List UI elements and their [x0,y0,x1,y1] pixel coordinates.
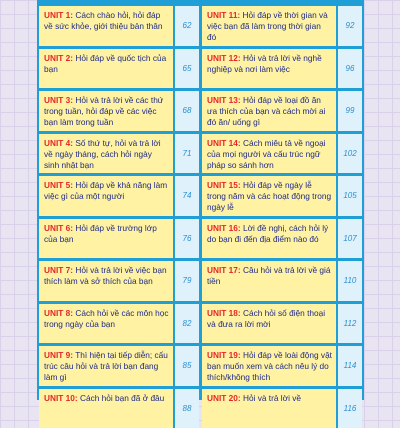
page-number: 99 [336,91,362,131]
table-of-contents [37,0,364,400]
unit-number: UNIT 10: [44,393,78,403]
unit-number: UNIT 15: [207,180,241,190]
unit-description: Cách miêu tả về ngoại của mọi người và cấu trúc ngữ pháp so sánh hơn [207,138,326,170]
unit-description: Hỏi và trả lời về các thứ trong tuần, hỏi đáp về các việc bạn làm trong tuần [44,95,163,127]
unit-title-cell [39,91,173,131]
toc-row [39,261,199,301]
toc-row [202,304,362,344]
unit-number: UNIT 13: [207,95,241,105]
unit-number: UNIT 19: [207,350,241,360]
unit-number: UNIT 18: [207,308,241,318]
unit-number: UNIT 9: [44,350,73,360]
unit-number: UNIT 14: [207,138,241,148]
page-number: 65 [173,49,199,89]
unit-title-cell [202,219,336,259]
unit-title-cell [39,219,173,259]
page-number: 110 [336,261,362,301]
unit-title-cell [202,304,336,344]
page-number: 114 [336,346,362,386]
page-number: 88 [173,389,199,428]
page-number: 82 [173,304,199,344]
toc-row [202,261,362,301]
unit-description: Cách chào hỏi, hỏi đáp về sức khỏe, giới thiệu bản thân [44,10,162,31]
toc-row [39,389,199,428]
toc-row [39,134,199,174]
unit-number: UNIT 4: [44,138,73,148]
unit-description: Câu hỏi và trả lời về giá tiền [207,265,331,286]
unit-description: Hỏi đáp về loại đồ ăn ưa thích của bạn và cách mời ai đó ăn/ uống gì [207,95,325,127]
toc-row [202,346,362,386]
unit-number: UNIT 20: [207,393,241,403]
page-number: 105 [336,176,362,216]
unit-description: Hỏi đáp về loài động vật bạn muốn xem và cách nêu lý do thích/không thích [207,350,332,382]
page-number: 96 [336,49,362,89]
right-column [202,6,362,400]
toc-row [39,6,199,46]
page-number: 76 [173,219,199,259]
unit-title-cell [202,261,336,301]
unit-title-cell [39,346,173,386]
toc-row [202,134,362,174]
unit-title-cell [202,176,336,216]
toc-row [202,389,362,428]
unit-description: Hỏi và trả lời về nghề nghiệp và nơi làm việc [207,53,322,74]
toc-row [202,219,362,259]
unit-number: UNIT 11: [207,10,240,20]
unit-description: Hỏi đáp về khả năng làm việc gì của một người [44,180,167,201]
unit-description: Hỏi và trả lời về [243,393,301,403]
page-number: 71 [173,134,199,174]
toc-row [39,304,199,344]
unit-description: Hỏi đáp về thời gian và việc bạn đã làm trong thời gian đó [207,10,328,42]
toc-row [39,176,199,216]
toc-row [39,91,199,131]
unit-description: Hỏi đáp về ngày lễ trong năm và các hoạt động trong ngày lễ [207,180,331,212]
unit-number: UNIT 17: [207,265,241,275]
page-number: 85 [173,346,199,386]
page-number: 116 [336,389,362,428]
unit-description: Hỏi và trả lời về việc bạn thích làm và sở thích của bạn [44,265,167,286]
unit-number: UNIT 3: [44,95,73,105]
toc-row [39,49,199,89]
unit-number: UNIT 7: [44,265,73,275]
unit-title-cell [39,261,173,301]
page-number: 107 [336,219,362,259]
toc-row [202,176,362,216]
unit-title-cell [202,346,336,386]
unit-title-cell [202,49,336,89]
unit-description: Hỏi đáp về quốc tịch của bạn [44,53,166,74]
unit-title-cell [39,304,173,344]
toc-row [202,49,362,89]
unit-number: UNIT 6: [44,223,73,233]
page-number: 79 [173,261,199,301]
unit-number: UNIT 12: [207,53,241,63]
unit-description: Hỏi đáp về trường lớp của bạn [44,223,157,244]
unit-description: Cách hỏi về các môn học trong ngày của bạn [44,308,169,329]
page-number: 102 [336,134,362,174]
page-number: 74 [173,176,199,216]
unit-number: UNIT 1: [44,10,73,20]
unit-title-cell [39,49,173,89]
toc-row [202,6,362,46]
unit-title-cell [39,6,173,46]
left-column [39,6,199,400]
unit-title-cell [202,91,336,131]
unit-description: Cách hỏi bạn đã ở đâu [80,393,164,403]
unit-title-cell [39,176,173,216]
unit-title-cell [202,6,336,46]
unit-description: Lời đề nghị, cách hỏi lý do bạn đi đến địa điểm nào đó [207,223,328,244]
unit-number: UNIT 16: [207,223,241,233]
toc-row [202,91,362,131]
page-number: 112 [336,304,362,344]
page-number: 68 [173,91,199,131]
unit-number: UNIT 8: [44,308,73,318]
toc-row [39,219,199,259]
unit-title-cell [202,389,336,428]
unit-title-cell [202,134,336,174]
toc-row [39,346,199,386]
unit-number: UNIT 5: [44,180,73,190]
page-number: 92 [336,6,362,46]
unit-description: Số thứ tự, hỏi và trả lời về ngày tháng, cách hỏi ngày sinh nhật bạn [44,138,161,170]
unit-description: Cách hỏi số điện thoại và đưa ra lời mời [207,308,325,329]
page-number: 62 [173,6,199,46]
unit-title-cell [39,134,173,174]
unit-description: Thì hiện tại tiếp diễn; cấu trúc câu hỏi và trả lời bạn đang làm gì [44,350,168,382]
unit-number: UNIT 2: [44,53,73,63]
unit-title-cell [39,389,173,428]
